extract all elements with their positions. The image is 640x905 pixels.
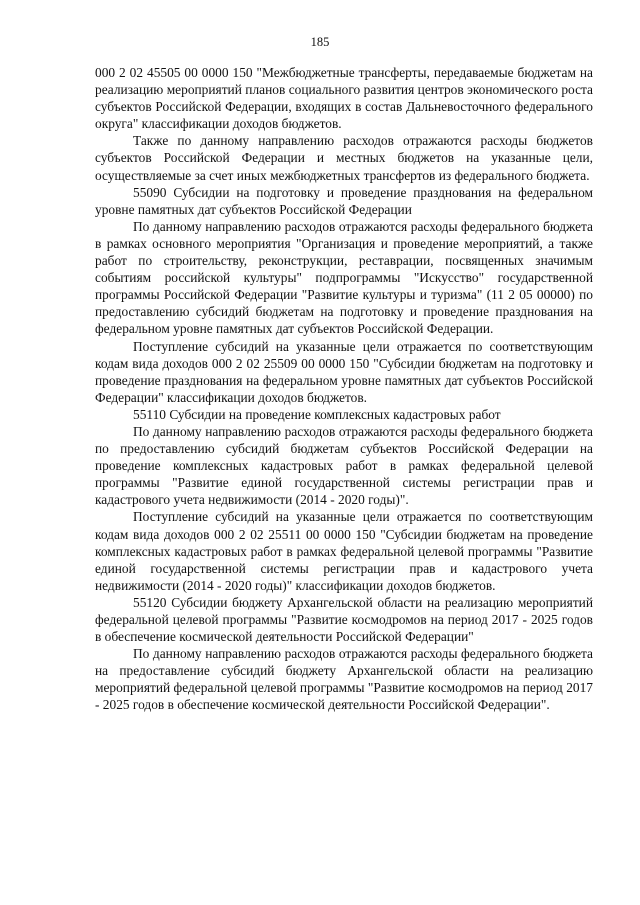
paragraph-also-expenses: Также по данному направлению расходов отражаются расходы бюджетов субъектов Российской Федерации и местных бюджетов на указанные цели, осуществляемые за счет иных межбюджетных трансфертов из федерального бюджета. [95, 133, 593, 183]
paragraph-55090-description: По данному направлению расходов отражаются расходы федерального бюджета в рамках основного мероприятия "Организация и проведение мероприятий, а также работ по строительству, реконструкции, реставрации, посвященных значимым событиям российской культуры" подпрограммы "Искусство" государственной программы Российской Федерации "Развитие культуры и туризма" (11 2 05 00000) по предоставлению субсидий бюджетам на подготовку и проведение празднования на федеральном уровне памятных дат субъектов Российской Федерации. [95, 218, 593, 337]
paragraph-55090-receipt: Поступление субсидий на указанные цели отражается по соответствующим кодам вида доходов 000 2 02 25509 00 0000 150 "Субсидии бюджетам на подготовку и проведение празднования на федеральном уровне памятных дат субъектов Российской Федерации" классификации доходов бюджетов. [95, 338, 593, 405]
heading-55120: 55120 Субсидии бюджету Архангельской области на реализацию мероприятий федеральной целевой программы "Развитие космодромов на период 2017 - 2025 годов в обеспечение космической деятельности Российской Федерации" [95, 594, 593, 645]
paragraph-55110-receipt: Поступление субсидий на указанные цели отражается по соответствующим кодам вида доходов 000 2 02 25511 00 0000 150 "Субсидии бюджетам на проведение комплексных кадастровых работ в рамках федеральной целевой программы "Развитие единой государственной системы регистрации прав и кадастрового учета недвижимости (2014 - 2020 годы)" классификации доходов бюджетов. [95, 509, 593, 593]
paragraph-55110-description: По данному направлению расходов отражаются расходы федерального бюджета по предоставлению субсидий бюджетам субъектов Российской Федерации на проведение комплексных кадастровых работ в рамках федеральной целевой программы "Развитие единой государственной системы регистрации прав и кадастрового учета недвижимости (2014 - 2020 годы)". [95, 423, 593, 508]
page-number: 185 [310, 35, 330, 49]
heading-55090: 55090 Субсидии на подготовку и проведение празднования на федеральном уровне памятных дат субъектов Российской Федерации [95, 184, 593, 217]
paragraph-income-code-45505: 000 2 02 45505 00 0000 150 "Межбюджетные трансферты, передаваемые бюджетам на реализацию мероприятий планов социального развития центров экономического роста субъектов Российской Федерации, входящих в состав Дальневосточного федерального округа" классификации доходов бюджетов. [95, 65, 593, 132]
document-body [95, 64, 593, 714]
paragraph-55120-description: По данному направлению расходов отражаются расходы федерального бюджета на предоставление субсидий бюджету Архангельской области на реализацию мероприятий федеральной целевой программы "Развитие космодромов на период 2017 - 2025 годов в обеспечение космической деятельности Российской Федерации". [95, 646, 593, 713]
heading-55110: 55110 Субсидии на проведение комплексных кадастровых работ [133, 406, 501, 422]
